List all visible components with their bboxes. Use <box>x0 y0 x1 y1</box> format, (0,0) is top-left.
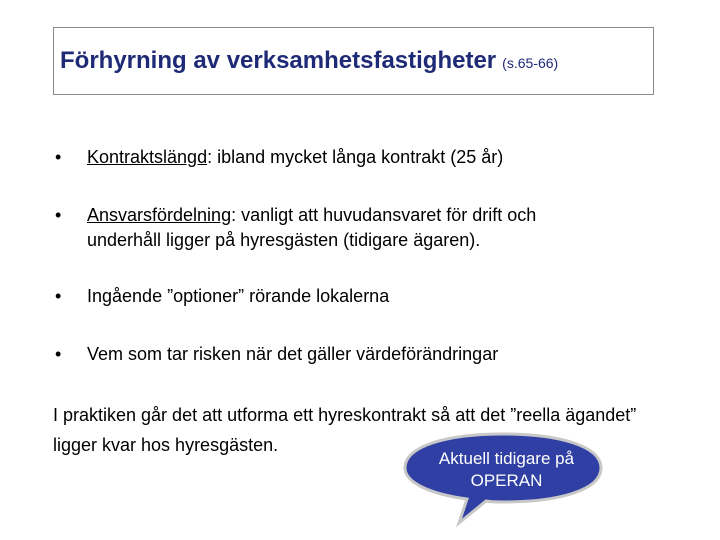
bullet-term: Ansvarsfördelning <box>87 205 232 225</box>
page-reference: (s.65-66) <box>502 55 559 71</box>
bullet-rest: Ingående ”optioner” rörande lokalerna <box>87 286 390 306</box>
callout-text: Aktuell tidigare på OPERAN <box>438 449 575 490</box>
bullet-rest: Vem som tar risken när det gäller värdeförändringar <box>87 344 499 364</box>
bullet-rest: : vanligt att huvudansvaret för drift och underhåll ligger på hyresgästen (tidigare ägaren). <box>87 205 537 250</box>
bullet-text <box>87 342 667 367</box>
bullet-symbol: • <box>55 286 62 306</box>
slide-title <box>60 47 558 75</box>
bullet-text <box>87 145 667 170</box>
body-paragraph: I praktiken går det att utforma ett hyreskontrakt så att det ”reella ägandet” ligger kvar hos hyresgästen. <box>53 405 637 455</box>
bullet-term: Kontraktslängd <box>87 147 208 167</box>
bullet-symbol: • <box>55 205 62 225</box>
bullet-symbol: • <box>55 344 62 364</box>
bullet-text <box>87 284 667 309</box>
bullet-rest: : ibland mycket långa kontrakt (25 år) <box>207 147 504 167</box>
bullet-text <box>87 203 607 253</box>
slide-title-main: Förhyrning av verksamhetsfastigheter <box>60 47 497 74</box>
speech-callout <box>399 432 614 532</box>
bullet-symbol: • <box>55 147 62 167</box>
title-box <box>53 27 654 95</box>
